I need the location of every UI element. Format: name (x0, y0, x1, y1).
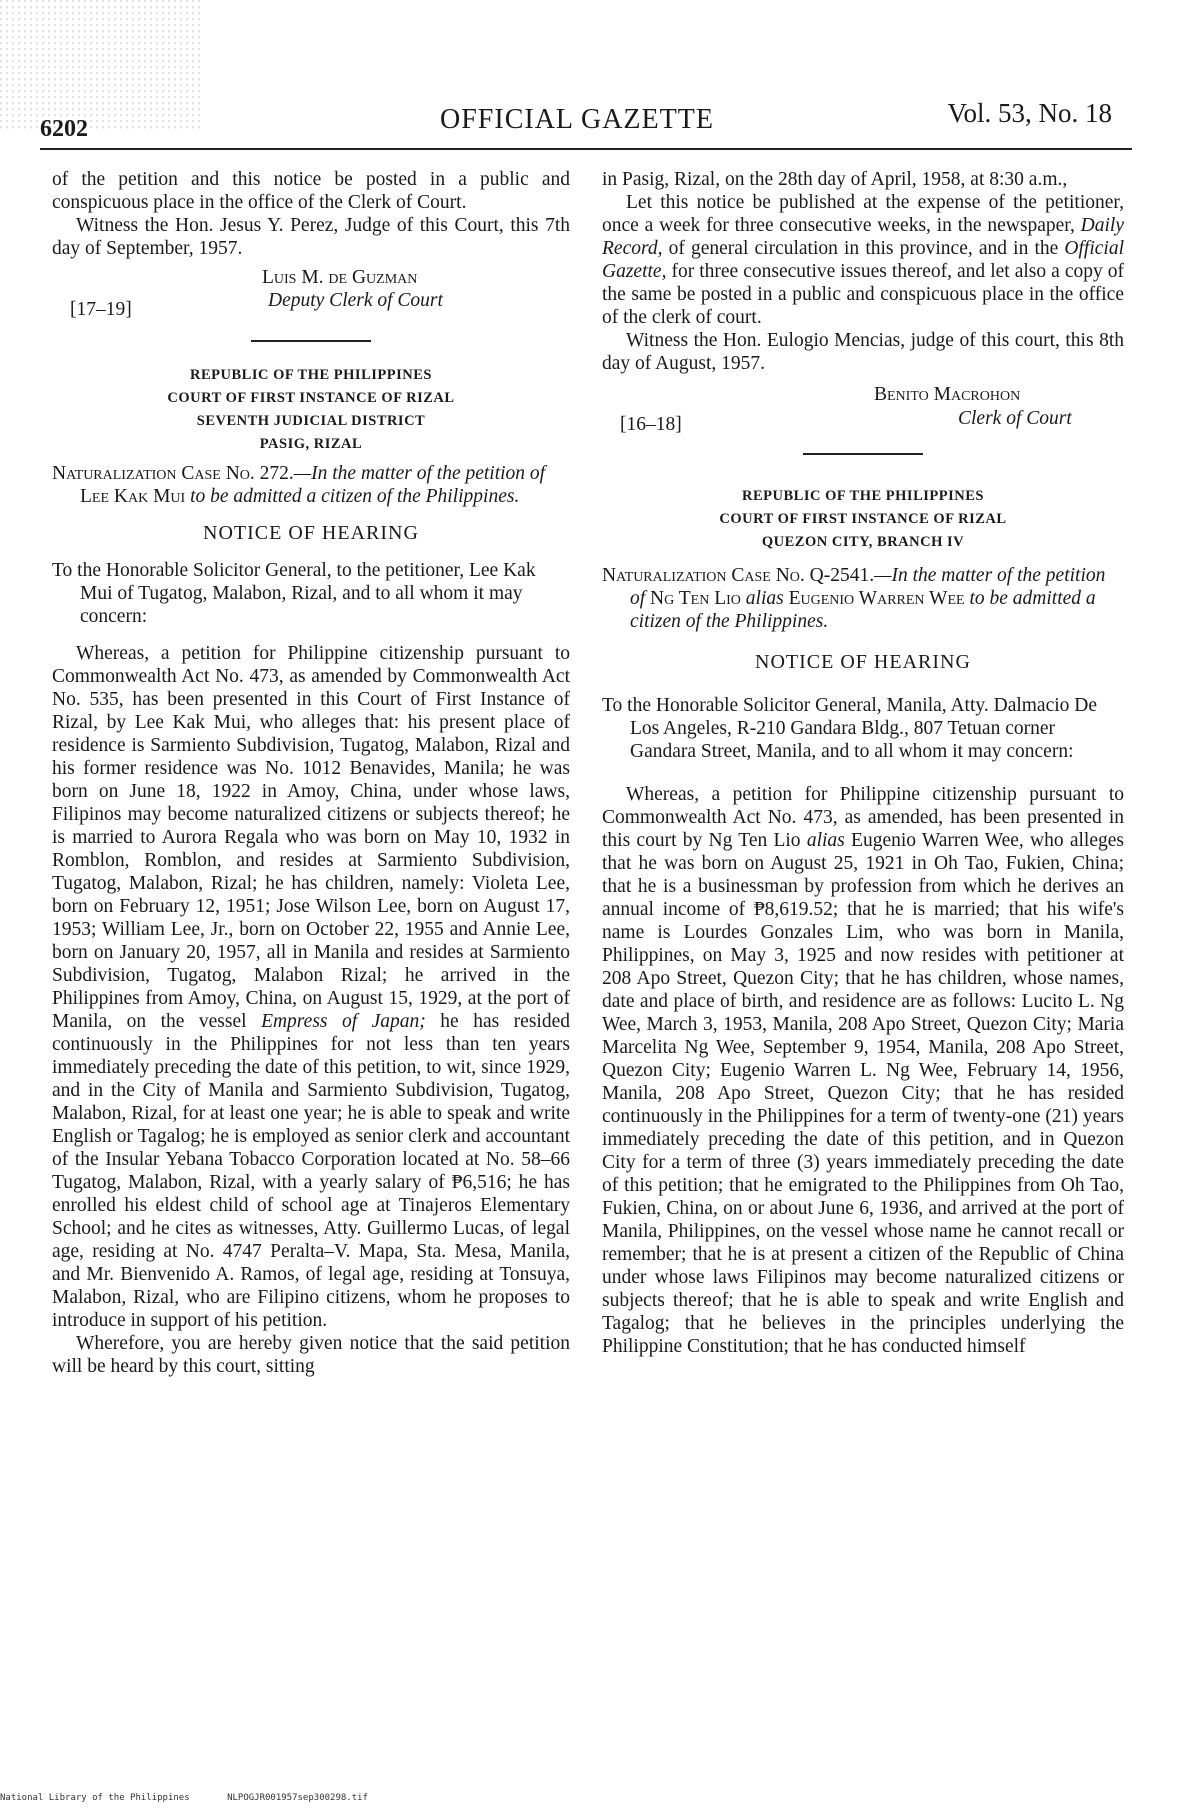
case-number: Naturalization Case No. Q-2541. (602, 565, 875, 586)
address-line: To the Honorable Solicitor General, to the petitioner, Lee Kak Mui of Tugatog, Malabon, Rizal, and to all whom it may concern: (52, 560, 536, 627)
volume-number: Vol. 53, No. 18 (947, 98, 1112, 128)
case-text: alias (740, 588, 789, 609)
right-column (602, 168, 1124, 1358)
signer-name: Benito Macrohon (874, 384, 1021, 405)
body-text: he has resided continuously in the Philippines for not less than ten years immediately preceding the date of this petition, to wit, since 1929, and in the City of Manila and Sarmiento Subdivision, Tugatog, Malabon, Rizal, for at least one year; he is able to speak and write English or Tagalog; he is employed as senior clerk and accountant of the Insular Yebana Tobacco Corporation located at No. 58–66 Tugatog, Malabon, Rizal, with a yearly salary of ₱6,516; he has enrolled his eldest child of school age at Tinajeros Elementary School; and he cites as witnesses, Atty. Guillermo Lucas, of legal age, residing at No. 4747 Peralta–V. Mapa, Sta. Mesa, Manila, and Mr. Bienvenido A. Ramos, of legal age, residing at Tonsuya, Malabon, Rizal, who are Filipino citizens, whom he proposes to introduce in support of his petition. (52, 1011, 570, 1331)
paragraph (602, 783, 1124, 1358)
body-text: of general circulation in this province, and in the (662, 238, 1065, 259)
court-line: QUEZON CITY, BRANCH IV (761, 534, 965, 550)
notice-heading: NOTICE OF HEARING (203, 522, 419, 544)
library-credit: National Library of the Philippines (0, 1793, 190, 1803)
court-line: REPUBLIC OF THE PHILIPPINES (742, 488, 984, 504)
left-column (52, 168, 570, 1378)
paragraph: Wherefore, you are hereby given notice that the said petition will be heard by this court, sitting (52, 1333, 570, 1377)
issue-range: [16–18] (620, 414, 682, 435)
case-caption (52, 462, 570, 508)
signature-block (602, 381, 1124, 435)
section-divider (251, 340, 371, 342)
body-text: Whereas, a petition for Philippine citizenship pursuant to Commonwealth Act No. 473, as amended by Commonwealth Act No. 535, has been presented in this Court of First Instance of Rizal, by Lee Kak Mui, who alleges that: his present place of residence is Sarmiento Subdivision, Tugatog, Malabon, Rizal and his former residence was No. 1012 Benavides, Manila; he was born on June 18, 1922 in Amoy, China, under whose laws, Filipinos may become naturalized citizens or subjects thereof; he is married to Aurora Regala who was born on May 10, 1932 in Romblon, Romblon, and resides at Sarmiento Subdivision, Tugatog, Malabon, Rizal; he has children, namely: Violeta Lee, born on February 12, 1951; Jose Wilson Lee, born on August 17, 1953; William Lee, Jr., born on October 22, 1955 and Annie Lee, born on January 20, 1957, all in Manila and resides at Sarmiento Subdivision, Tugatog, Malabon Rizal; he arrived in the Philippines from Amoy, China, on August 15, 1929, at the port of Manila, on the vessel (52, 643, 570, 1032)
court-line: COURT OF FIRST INSTANCE OF RIZAL (719, 511, 1007, 527)
case-number: Naturalization Case No. 272. (52, 463, 294, 484)
file-name: NLPOGJR001957sep300298.tif (227, 1793, 368, 1803)
alias-word: alias (806, 830, 845, 851)
page-header (40, 96, 1132, 150)
court-line: SEVENTH JUDICIAL DISTRICT (196, 413, 426, 429)
case-text: —In the matter of the petition of (293, 463, 546, 484)
section-divider (803, 453, 923, 455)
case-text: —In the matter of the petition of (630, 565, 1106, 609)
body-text: for three consecutive issues thereof, and let also a copy of the same be posted in a public and conspicuous place in the office of the clerk of court. (602, 261, 1124, 328)
petitioner-alias: Eugenio Warren Wee (788, 588, 965, 609)
case-text: to be admitted a citizen of the Philippines. (630, 588, 1096, 632)
case-caption (602, 564, 1124, 633)
signer-name: Luis M. de Guzman (262, 267, 418, 288)
vessel-name: Empress of Japan; (261, 1011, 426, 1032)
gazette-name: Official Gazette, (602, 238, 1124, 282)
body-text: Eugenio Warren Wee, who alleges that he was born on August 25, 1921 in Oh Tao, Fukien, China; that he is a businessman by profession from which he derives an annual income of ₱8,619.52; that he is married; that his wife's name is Lourdes Gonzales Lim, who was born in Manila, Philippines, on May 3, 1925 and now resides with petitioner at 208 Apo Street, Quezon City; that he has children, whose names, date and place of birth, and residence are as follows: Lucito L. Ng Wee, March 3, 1953, Manila, 208 Apo Street, Quezon City; Maria Marcelita Ng Wee, September 9, 1954, Manila, 208 Apo Street, Quezon City; Eugenio Warren L. Ng Wee, February 14, 1956, Manila, 208 Apo Street, Quezon City; that he has resided continuously in the Philippines for a term of twenty-one (21) years immediately preceding the date of this petition, and in Quezon City for a term of three (3) years immediately preceding the date of this petition; that he emigrated to the Philippines from Oh Tao, Fukien, China, on or about June 6, 1936, and arrived at the port of Manila, Philippines, on the vessel whose name he cannot recall or remember; that he is at present a citizen of the Republic of China under whose laws Filipinos may become naturalized citizens or subjects thereof; that he is able to speak and write English and Tagalog; that he believes in the principles underlying the Philippine Constitution; that he has conducted himself (602, 830, 1124, 1357)
body-text: Let this notice be published at the expense of the petitioner, once a week for three consecutive weeks, in the newspaper, (602, 192, 1124, 236)
paragraph: in Pasig, Rizal, on the 28th day of April, 1958, at 8:30 a.m., (602, 169, 1068, 190)
body-text: Whereas, a petition for Philippine citizenship pursuant to Commonwealth Act No. 473, as amended, has been presented in this court by Ng Ten Lio (602, 784, 1124, 851)
case-text: to be admitted a citizen of the Philippines. (185, 486, 520, 507)
paragraph: Witness the Hon. Eulogio Mencias, judge of this court, this 8th day of August, 1957. (602, 330, 1124, 374)
page-number: 6202 (40, 116, 88, 142)
court-heading (52, 364, 570, 456)
paragraph: Witness the Hon. Jesus Y. Perez, Judge of this Court, this 7th day of September, 1957. (52, 215, 570, 259)
notice-heading: NOTICE OF HEARING (755, 651, 971, 673)
address-line: To the Honorable Solicitor General, Manila, Atty. Dalmacio De Los Angeles, R-210 Gandara Bldg., 807 Tetuan corner Gandara Street, Manila, and to all whom it may concern: (602, 695, 1098, 762)
paragraph (52, 642, 570, 1332)
publication-title: OFFICIAL GAZETTE (440, 104, 714, 135)
petitioner-name: Lee Kak Mui (80, 486, 186, 507)
paragraph: of the petition and this notice be posted in a public and conspicuous place in the office of the Clerk of Court. (52, 169, 570, 213)
court-heading (602, 485, 1124, 554)
scan-footer (0, 1793, 400, 1803)
paragraph (602, 191, 1124, 329)
court-line: REPUBLIC OF THE PHILIPPINES (190, 367, 432, 383)
signature-block (52, 266, 570, 320)
signer-title: Clerk of Court (958, 408, 1072, 429)
court-line: PASIG, RIZAL (259, 436, 363, 452)
newspaper-name: Daily Record, (602, 215, 1124, 259)
issue-range: [17–19] (70, 299, 132, 320)
court-line: COURT OF FIRST INSTANCE OF RIZAL (167, 390, 455, 406)
signer-title: Deputy Clerk of Court (268, 290, 443, 311)
petitioner-name: Ng Ten Lio (650, 588, 741, 609)
